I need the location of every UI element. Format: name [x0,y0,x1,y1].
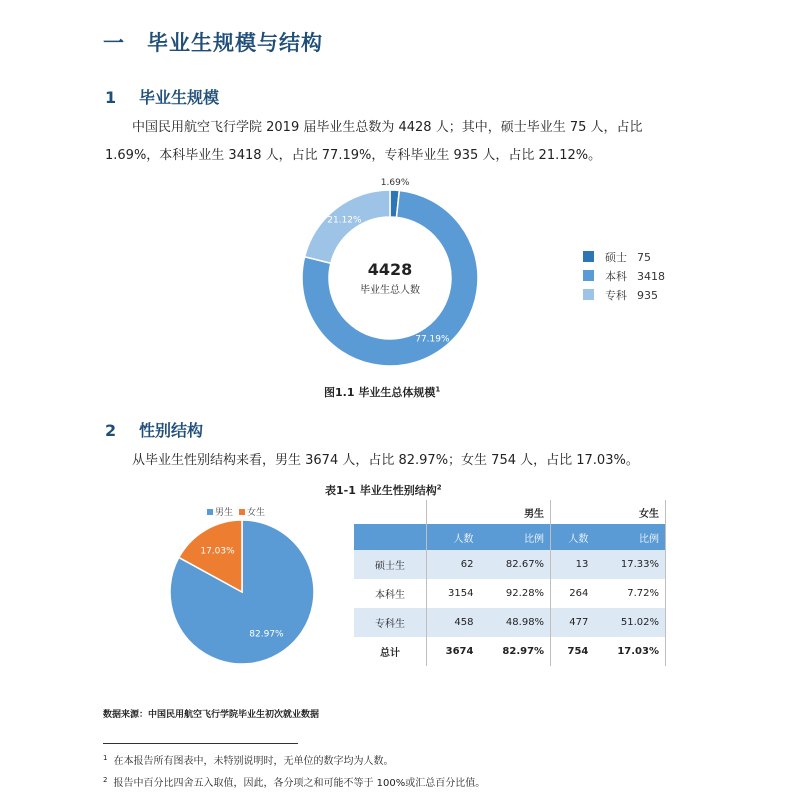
gender-structure-table [354,500,666,666]
table-cell: 13 [551,550,595,579]
data-source-note: 数据来源：中国民用航空飞行学院毕业生初次就业数据 [103,710,320,720]
legend-swatch [583,251,594,262]
legend-item [207,508,233,518]
legend-item [583,268,665,284]
table-row [354,550,666,579]
gender-pie-data-label: 82.97% [249,629,284,640]
table-cell: 7.72% [594,579,665,608]
donut-center-label: 毕业生总人数 [360,285,420,296]
section-heading-scale [105,85,219,108]
donut-slice-3 [305,190,390,263]
table-group-male: 男生 [427,500,551,524]
table-cell: 17.33% [594,550,665,579]
table-cell: 92.28% [505,588,545,599]
table-row-label: 总计 [380,648,400,659]
table-header-row [354,524,666,550]
section-title: 毕业生规模 [139,88,220,107]
footnote-1 [103,752,393,767]
legend-label: 女生 [247,508,266,518]
table-cell: 458 [427,608,480,637]
donut-data-label: 1.69% [380,178,410,189]
chapter-number: 一 [103,31,125,55]
table-caption-text: 表1-1 毕业生性别结构 [325,484,437,497]
table-cell: 62 [427,550,480,579]
table-row-label: 本科生 [375,590,405,601]
table-row [354,608,666,637]
table-group-row [354,500,666,524]
legend-swatch [583,289,594,300]
section-title: 性别结构 [139,421,204,440]
table-header-corner [354,524,427,550]
table-cell: 754 [551,637,595,666]
section-heading-gender [105,418,203,441]
table-header-cell: 人数 [427,524,480,550]
footnote-divider [103,743,298,744]
table-cell: 51.02% [594,608,665,637]
legend-swatch [207,509,213,515]
section-number: 2 [105,421,117,440]
figure-caption-footnote-mark: 1 [435,385,441,394]
section2-paragraph: 从毕业生性别结构来看，男生 3674 人，占比 82.97%；女生 754 人，占比 17.03%。 [132,453,639,468]
table-cell: 3674 [427,637,480,666]
legend-value: 935 [637,289,658,302]
footnote-text: 报告中百分比四舍五入取值，因此，各分项之和可能不等于 100%或汇总百分比值。 [113,778,486,789]
table-cell: 82.67% [479,550,550,579]
legend-item [583,249,651,265]
legend-swatch [583,270,594,281]
table-cell: 477 [551,608,595,637]
gender-pie-data-label: 17.03% [200,546,235,557]
table-header-cell: 人数 [551,524,595,550]
figure-caption-text: 图1.1 毕业生总体规模 [324,386,436,399]
legend-value: 75 [637,251,651,264]
table-group-female: 女生 [551,500,666,524]
legend-label: 专科 [605,289,627,302]
footnote-mark: 2 [103,775,108,784]
donut-center-value: 4428 [367,260,413,279]
footnote-text: 在本报告所有图表中，未特别说明时，无单位的数字均为人数。 [113,756,394,767]
section-number: 1 [105,88,117,107]
gender-pie-legend [207,505,271,518]
donut-data-label: 77.19% [415,334,450,345]
table-caption [325,482,442,498]
legend-item [583,287,658,303]
donut-data-label: 21.12% [327,215,362,226]
legend-label: 男生 [215,508,234,518]
table-cell: 82.97% [502,646,545,657]
gender-pie-chart [168,518,316,666]
footnote-mark: 1 [103,753,108,762]
chapter-title: 毕业生规模与结构 [147,31,323,55]
chapter-heading [103,27,323,57]
legend-item [239,508,265,518]
table-cell: 264 [551,579,595,608]
legend-swatch [239,509,245,515]
figure-caption [324,384,440,400]
section1-paragraph: 中国民用航空飞行学院 2019 届毕业生总数为 4428 人；其中，硕士毕业生 75 人，占比 1.69%，本科毕业生 3418 人，占比 77.19%，专科毕业生 935 人，占比 21.12%。 [105,120,643,163]
legend-label: 本科 [605,270,627,283]
table-corner-cell [354,500,427,524]
table-row [354,579,666,608]
table-row-label: 硕士生 [354,550,427,579]
footnote-2 [103,774,485,789]
donut-legend [583,249,683,309]
table-total-row [354,637,666,666]
table-cell: 3154 [427,579,480,608]
donut-chart [290,175,490,375]
table-cell: 17.03% [594,637,665,666]
legend-value: 3418 [637,270,665,283]
table-cell: 48.98% [479,608,550,637]
table-caption-footnote-mark: 2 [436,483,442,492]
table-header-cell: 比例 [594,524,665,550]
table-header-cell: 比例 [479,524,550,550]
table-row-label: 专科生 [354,608,427,637]
legend-label: 硕士 [605,251,627,264]
